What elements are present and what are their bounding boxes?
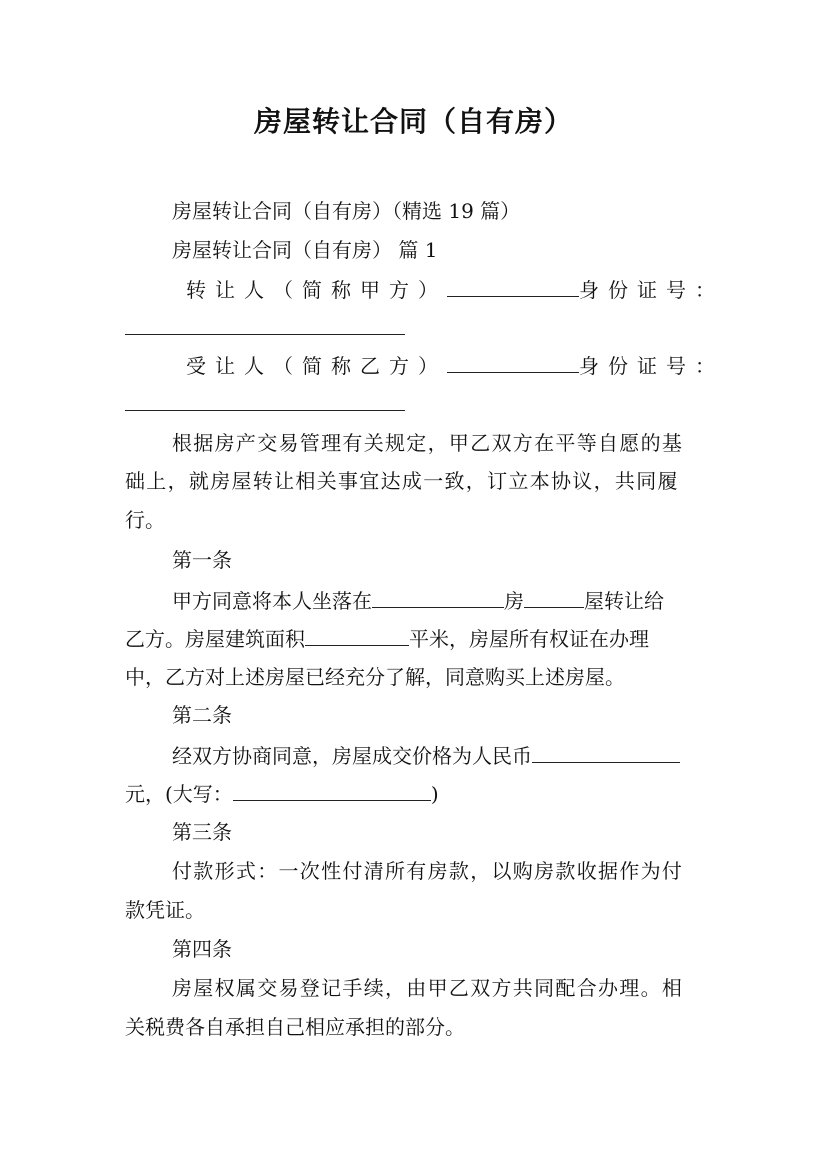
article-2-line-2-text-a: 元，(大写：: [125, 782, 233, 806]
preamble-line-1: 根据房产交易管理有关规定，甲乙双方在平等自愿的基: [172, 431, 684, 455]
article-3-line-1: 付款形式：一次性付清所有房款，以购房款收据作为付: [172, 859, 684, 883]
transferee-row: [186, 350, 724, 381]
article-2-line-2: [125, 778, 703, 809]
article-2-text: 经双方协商同意，房屋成交价格为人民币: [172, 744, 532, 768]
article-4-heading: 第四条: [172, 937, 232, 961]
article-3-heading: 第三条: [172, 820, 232, 844]
article-4-line-1: 房屋权属交易登记手续，由甲乙双方共同配合办理。相: [172, 976, 684, 1000]
article-1-line-2-text-b: 平米，房屋所有权证在办理: [409, 627, 649, 651]
article-1-line-2-text-a: 乙方。房屋建筑面积: [125, 627, 305, 651]
article-1-line-1: [172, 585, 703, 616]
preamble-line-2: 础上，就房屋转让相关事宜达成一致，订立本协议，共同履: [125, 469, 679, 493]
article-1-line-3: 中，乙方对上述房屋已经充分了解，同意购买上述房屋。: [125, 665, 625, 689]
article-4-line-2: 关税费各自承担自己相应承担的部分。: [125, 1015, 465, 1039]
transferee-id-blank[interactable]: [125, 388, 405, 411]
property-location-blank[interactable]: [372, 585, 504, 608]
article-1-text-a: 甲方同意将本人坐落在: [172, 589, 372, 613]
transferor-group: [186, 274, 579, 305]
room-number-blank[interactable]: [524, 585, 584, 608]
article-3-line-2: 款凭证。: [125, 898, 205, 922]
transferee-id-label: 身份证号：: [579, 354, 724, 378]
transferor-id-row: [125, 312, 703, 343]
transferee-id-row: [125, 388, 703, 419]
article-1-text-c: 屋转让给: [584, 589, 664, 613]
transferee-group: [186, 350, 579, 381]
preamble-line-3: 行。: [125, 508, 165, 532]
transferor-id-label: 身份证号：: [579, 278, 724, 302]
floor-area-blank[interactable]: [305, 623, 409, 646]
transferor-row: [186, 274, 724, 305]
article-2-line-1: [172, 740, 703, 771]
article-1-line-2: [125, 623, 703, 654]
price-in-words-blank[interactable]: [233, 778, 431, 801]
intro-line-2: 房屋转让合同（自有房） 篇 1: [172, 238, 438, 262]
intro-line-1: 房屋转让合同（自有房）（精选 19 篇）: [172, 199, 521, 223]
article-1-heading: 第一条: [172, 548, 232, 572]
transferor-name-blank[interactable]: [447, 274, 579, 297]
transferor-label: 转让人（简称甲方）: [186, 278, 447, 302]
transferee-name-blank[interactable]: [447, 350, 579, 373]
price-blank[interactable]: [532, 740, 680, 763]
article-2-line-2-text-b: ): [430, 782, 439, 806]
transferor-id-blank[interactable]: [125, 312, 405, 335]
document-title: 房屋转让合同（自有房）: [253, 105, 573, 138]
article-2-heading: 第二条: [172, 703, 232, 727]
article-1-text-b: 房: [504, 589, 524, 613]
transferee-label: 受让人（简称乙方）: [186, 354, 447, 378]
